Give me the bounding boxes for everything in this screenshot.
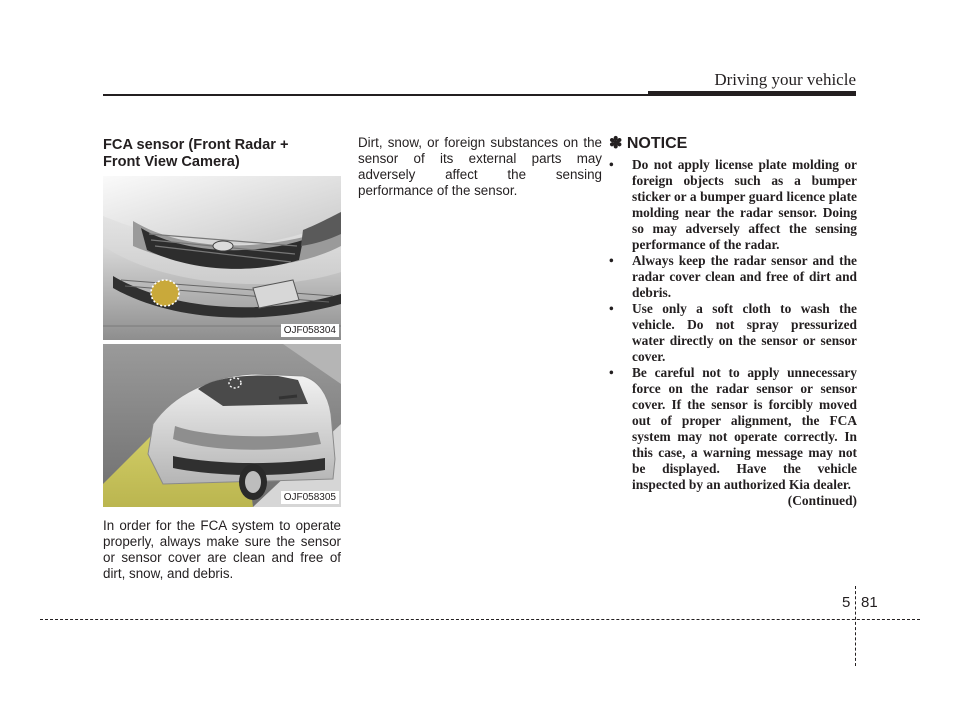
header-title: Driving your vehicle <box>714 70 856 89</box>
notice-title: ✽ NOTICE <box>609 135 688 152</box>
figure-code: OJF058304 <box>281 324 339 337</box>
notice-item: • Always keep the radar sensor and the radar cover clean and free of dirt and debris. <box>609 253 857 300</box>
paragraph-dirt-warning: Dirt, snow, or foreign substances on the sensor of its external parts may adversely affect the sensing performance of the sensor. <box>358 135 602 198</box>
section-heading <box>103 137 341 171</box>
bullet-icon: • <box>609 253 614 268</box>
notice-list <box>609 157 857 493</box>
figure-code: OJF058305 <box>281 491 339 504</box>
paragraph-sensor-clean: In order for the FCA system to operate properly, always make sure the sensor or sensor cover are clean and free of dirt, snow, and debris. <box>103 518 341 581</box>
page-number: 81 <box>861 594 878 611</box>
figure-front-radar <box>103 176 341 340</box>
bullet-icon: • <box>609 365 614 380</box>
header-bar <box>648 91 856 96</box>
continued-label: (Continued) <box>787 493 857 508</box>
notice-item: • Do not apply license plate molding or foreign objects such as a bumper sticker or a bumper guard licence plate molding near the radar sensor. Doing so may adversely affect the sensing performance of the radar. <box>609 157 857 252</box>
section-title: FCA sensor (Front Radar + Front View Camera) <box>103 137 289 170</box>
car-camera-illustration <box>103 344 341 507</box>
front-bumper-illustration <box>103 176 341 340</box>
header-rule <box>103 94 648 96</box>
bullet-icon: • <box>609 301 614 316</box>
chapter-number: 5 <box>842 594 851 611</box>
figure-front-camera <box>103 344 341 507</box>
footer-divider <box>855 586 856 666</box>
notice-item: • Be careful not to apply unnecessary force on the radar sensor or sensor cover. If the sensor is forcibly moved out of proper alignment, the FCA system may not operate correctly. In this case, a warning message may not be displayed. Have the vehicle inspected by an authorized Kia dealer. <box>609 365 857 492</box>
bullet-icon: • <box>609 157 614 172</box>
notice-box <box>609 135 857 509</box>
footer-rule <box>40 619 920 620</box>
notice-item: • Use only a soft cloth to wash the vehicle. Do not spray pressurized water directly on the sensor or sensor cover. <box>609 301 857 364</box>
